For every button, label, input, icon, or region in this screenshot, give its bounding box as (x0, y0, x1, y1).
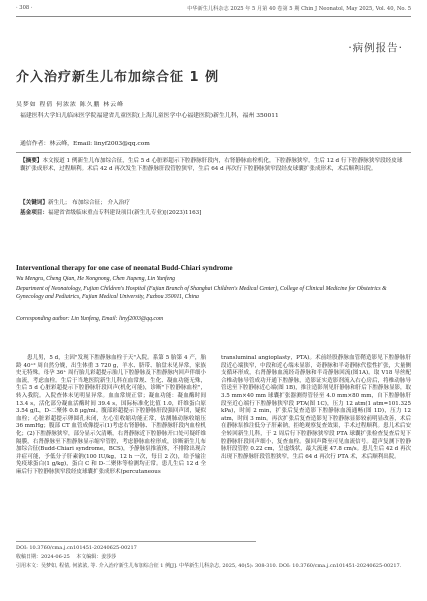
funding-cn (20, 209, 407, 217)
funding-label: 基金项目： (20, 210, 48, 216)
body-column-left: 患儿男，5 d，主因"发现下腔静脉血栓于天"入院。系第 5 胎第 4 产，胎龄 40⁺² 周自然分娩，出生体重 3 720 g，羊水、脐带、胎盘未见异常，家族史无特殊。母孕 36⁺ 周行胎儿彩超提示胎儿下腔静脉及下腔静脉内回声伴细小血流，考虑血栓。生后于当地医院新生儿科在血常规、生化、凝血功能无殊，生后 5 d 心脏彩超提示下腔静脉肝段回声(机化可能)，诊断"下腔静脉血栓"，转入我院。入院查体未见明显异常。血血常规正常；凝血功能：凝血酶时间 13.4 s，活化部分凝血活酶时间 39.4 s，国际标准化比值 1.0，纤维蛋白原 3.54 g/L，D-二聚体 0.8 μg/ml。腹部彩超提示下腔静脉肝段强回声团，疑似血栓；心脏彩超提示卵圆孔未闭，左心室收缩功能正常，估测肺动脉收缩压 36 mmHg；腹部 CT 血管成像提示(1)考虑右肾静脉、下腔静脉肝段内血栓机化；(2)下腔静脉狭窄，部分显示欠清晰，右肾静脉近下腔静脉开口处可疑纤维隔膜，右肾静脉至下腔静脉显示缩窄管腔，考虑静脉血栓形成，诊断新生儿布加综合征(Budd-Chiari syndrome，BCS)，予静脉泵推液体，不排除出现合并症可能，予低分子肝素钠(100 IU/kg，12 h 一次，每日 2 次)，给予输注免疫球蛋白(1 g/kg)，蛋白 C 和 D-二聚体等检测均正常。患儿生后 12 d 全麻后行下腔静脉狭窄段经皮球囊扩张成形术(percutaneous (16, 355, 206, 475)
affiliation-en: Department of Neonatology, Fujian Children's Hospital (Fujian Branch of Shanghai Children's Medical Center), College of Clinical Medicine for Obstetrics & Gynecology and Pediatrics, Fujian Medical University, Fuzhou 350011, China (16, 286, 387, 300)
footer-rule (16, 541, 256, 542)
page-number: · 308 · (16, 5, 33, 11)
editor-name: 本文编辑：姜莎莎 (76, 554, 117, 560)
footer-citation: 引用本文：吴梦如, 程倩, 何浓浓, 等. 介入治疗新生儿布加综合征 1 例[J]. 中华新生儿科杂志, 2025, 40(5): 308-310. DOI: 10.3760/cma.j.cn101451-20240625-00217. (16, 563, 402, 569)
received-date: 收稿日期：2024-06-25 (16, 554, 70, 560)
running-header (16, 5, 411, 14)
journal-citation-header: 中华新生儿科杂志 2025 年 5 月第 40 卷第 5 期 Chin J Neonatol, May 2025, Vol. 40, No. 5 (187, 6, 411, 12)
keywords-cn (20, 199, 407, 207)
affiliation-cn: 福建医科大学妇儿临床医学院福建省儿童医院(上海儿童医学中心福建医院)新生儿科，福州 350011 (20, 113, 279, 119)
keywords-text: 新生儿； 布加综合征； 介入治疗 (47, 200, 130, 206)
authors-en: Wu Mengru, Cheng Qian, He Nongnong, Chen Jiupeng, Lin Yunfeng (16, 276, 176, 282)
authors-cn: 吴梦如 程倩 何浓浓 陈久鹏 林云峰 (16, 102, 124, 108)
abstract-top-rule (16, 152, 411, 153)
funding-text: 福建省省级临床重点专科建设项目(新生儿专业)[(2023)1163] (47, 210, 202, 216)
corresponding-author-cn: 通信作者：林云峰，Email: linyf2003@qq.com (20, 141, 150, 147)
abstract-text: 本文报道 1 例新生儿布加综合征，生后 5 d 心脏彩超示下腔静脉肝段内，右肾静脉血栓机化，下腔静脉狭窄，生后 12 d 行下腔静脉狭窄段经皮球囊扩张成形术，过程顺利。术后 42 d 再次发生下腔静脉肝段管腔狭窄，生后 64 d 再次行下腔静脉狭窄段经皮球囊扩张成形术，术后顺利出院。 (20, 158, 403, 173)
footer-doi: DOI: 10.3760/cma.j.cn101451-20240625-00217 (16, 545, 137, 551)
abstract-label: 【摘要】 (20, 158, 43, 164)
corresponding-author-en: Corresponding author: Lin Yunfeng, Email: linyf2003@qq.com (16, 316, 164, 322)
article-title-en: Interventional therapy for one case of neonatal Budd-Chiari syndrome (16, 264, 233, 272)
body-column-right: transluminal angioplasty，PTA)。术前经股静脉血管鞘造影见下腔静脉肝段近心端狭窄，中段和近心端未显影，奇静脉和半奇静脉代偿性扩张，大量侧支循环形成，右肾静脉血流经奇静脉和半奇静脉回流(图1A)。取 V18 导丝配合椎动脉导管成功开通下腔静脉，造影证实造影剂流入右心房后，将椎动脉导管送至下腔静脉近心端(图 1B)，推注造影剂见肝静脉和肝后下腔静脉显影，取 3.5 mm×40 mm 球囊扩张器测得管径至 4.0 mm×80 mm，自下腔静脉肝段至近心端行下腔静脉狭窄段 PTA(图 1C)，压力 12 atm(1 atm=101.325 kPa)，时间 2 min，扩张后复查造影下腔静脉血流通畅(图 1D)，压力 12 atm，时间 3 min。再次扩张后复查造影见下腔静脉显影较前明显改善，术后在静脉泵推注低分子肝素钠，拒绝观察复查效果，手术过程顺利。患儿术后安全转回新生儿科，于 2 周后行下腔静脉狭窄段 PTA 球囊扩张检查复查后见下腔静脉肝段回声细小，复查血栓。强回声降至可见血流信号。超声复测下腔静脉肝段管腔 0.22 cm，呈虚线状，最大流速 47.8 cm/s。患儿生后 42 d 再次出现下腔静脉肝段管腔狭窄，生后 64 d 再次行 PTA 术，术后顺利出院。 (221, 355, 411, 460)
footer-received (16, 554, 256, 561)
section-label: ·病例报告· (348, 42, 403, 54)
article-title: 介入治疗新生儿布加综合征 1 例 (16, 70, 220, 85)
abstract-cn (20, 157, 407, 174)
header-rule (16, 16, 411, 17)
keywords-label: 【关键词】 (20, 200, 48, 206)
